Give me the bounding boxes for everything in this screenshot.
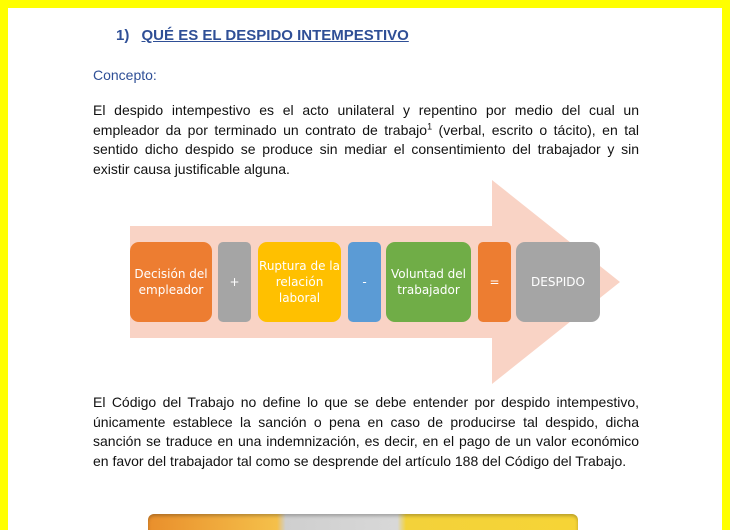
section-title: QUÉ ES EL DESPIDO INTEMPESTIVO bbox=[141, 27, 409, 44]
voluntad-trabajador-box: Voluntad del trabajador bbox=[386, 242, 471, 322]
paragraph-text-part1: El despido intempestivo es el acto unilateral y repentino por medio del cual un empleador da por terminado un contrato de trabajo bbox=[93, 102, 639, 138]
codigo-trabajo-paragraph: El Código del Trabajo no define lo que se debe entender por despido intempestivo, únicamente establece la sanción o pena en caso de producirse tal despido, dicha sanción se traduce en una indemnización, es decir, en el pago de un valor económico en favor del trabajador tal como se desprende del artículo 188 del Código del Trabajo. bbox=[93, 394, 639, 469]
concept-label: Concepto: bbox=[93, 67, 157, 83]
decision-empleador-box: Decisión del empleador bbox=[130, 242, 212, 322]
equals-operator: = bbox=[478, 242, 511, 322]
minus-operator: - bbox=[348, 242, 381, 322]
ruptura-relacion-box: Ruptura de la relación laboral bbox=[258, 242, 341, 322]
despido-result-box: DESPIDO bbox=[516, 242, 600, 322]
paragraph-text-part2: (verbal, escrito o tácito), en tal sentido dicho despido se produce sin mediar el consentimiento del trabajador y sin existir causa justificable alguna. bbox=[93, 121, 639, 177]
next-diagram-partial bbox=[148, 514, 578, 530]
plus-operator: + bbox=[218, 242, 251, 322]
footnote-reference[interactable]: 1 bbox=[427, 120, 433, 131]
section-number: 1) bbox=[116, 27, 130, 44]
document-page bbox=[8, 8, 722, 530]
